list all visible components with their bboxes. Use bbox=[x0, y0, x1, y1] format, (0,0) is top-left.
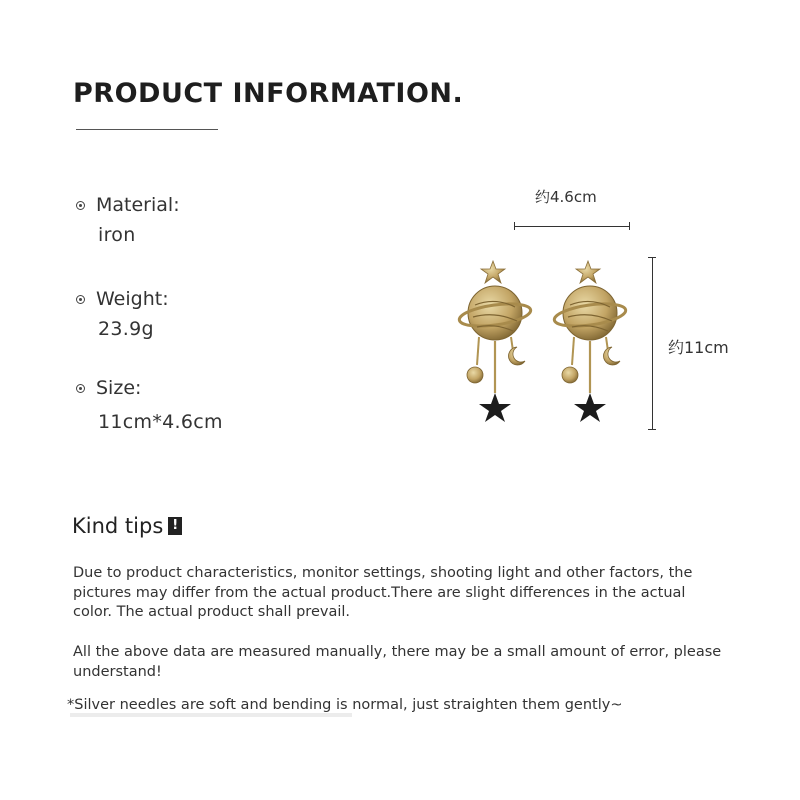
kind-tips-paragraph-1: Due to product characteristics, monitor settings, shooting light and other factors, the pictures may differ from the actual product.There are slight differences in the actual color. The actual product shall prevail. bbox=[73, 565, 693, 620]
kind-tips-note: *Silver needles are soft and bending is normal, just straighten them gently~ bbox=[67, 697, 623, 713]
spec-value: 23.9g bbox=[98, 318, 154, 340]
kind-tips-title: Kind tips bbox=[72, 514, 164, 538]
spec-label: Weight: bbox=[96, 288, 169, 310]
height-dimension-label: 约11cm bbox=[668, 338, 729, 357]
exclamation-icon: ! bbox=[168, 517, 182, 535]
width-dimension-tick bbox=[629, 222, 630, 230]
bullet-icon bbox=[76, 295, 85, 304]
title-divider bbox=[76, 129, 218, 130]
height-dimension-line bbox=[652, 257, 653, 429]
note-highlight bbox=[70, 713, 352, 717]
spec-size bbox=[76, 377, 376, 433]
left-earring bbox=[458, 261, 532, 422]
kind-tips-paragraph-2: All the above data are measured manually, there may be a small amount of error, please understand! bbox=[73, 644, 722, 680]
spec-material bbox=[76, 194, 376, 246]
earrings-image bbox=[455, 255, 645, 435]
right-earring bbox=[553, 261, 627, 422]
width-dimension-line bbox=[514, 226, 630, 227]
bullet-icon bbox=[76, 384, 85, 393]
height-dimension-tick bbox=[648, 429, 656, 430]
spec-label: Material: bbox=[96, 194, 180, 216]
width-dimension-label: 约4.6cm bbox=[535, 188, 597, 206]
page-title: PRODUCT INFORMATION. bbox=[73, 78, 464, 109]
kind-tips-heading bbox=[72, 514, 182, 538]
spec-label: Size: bbox=[96, 377, 142, 399]
width-dimension-tick bbox=[514, 222, 515, 230]
height-dimension-tick bbox=[648, 257, 656, 258]
spec-value: 11cm*4.6cm bbox=[98, 411, 223, 433]
bullet-icon bbox=[76, 201, 85, 210]
spec-weight bbox=[76, 288, 376, 340]
spec-value: iron bbox=[98, 224, 136, 246]
